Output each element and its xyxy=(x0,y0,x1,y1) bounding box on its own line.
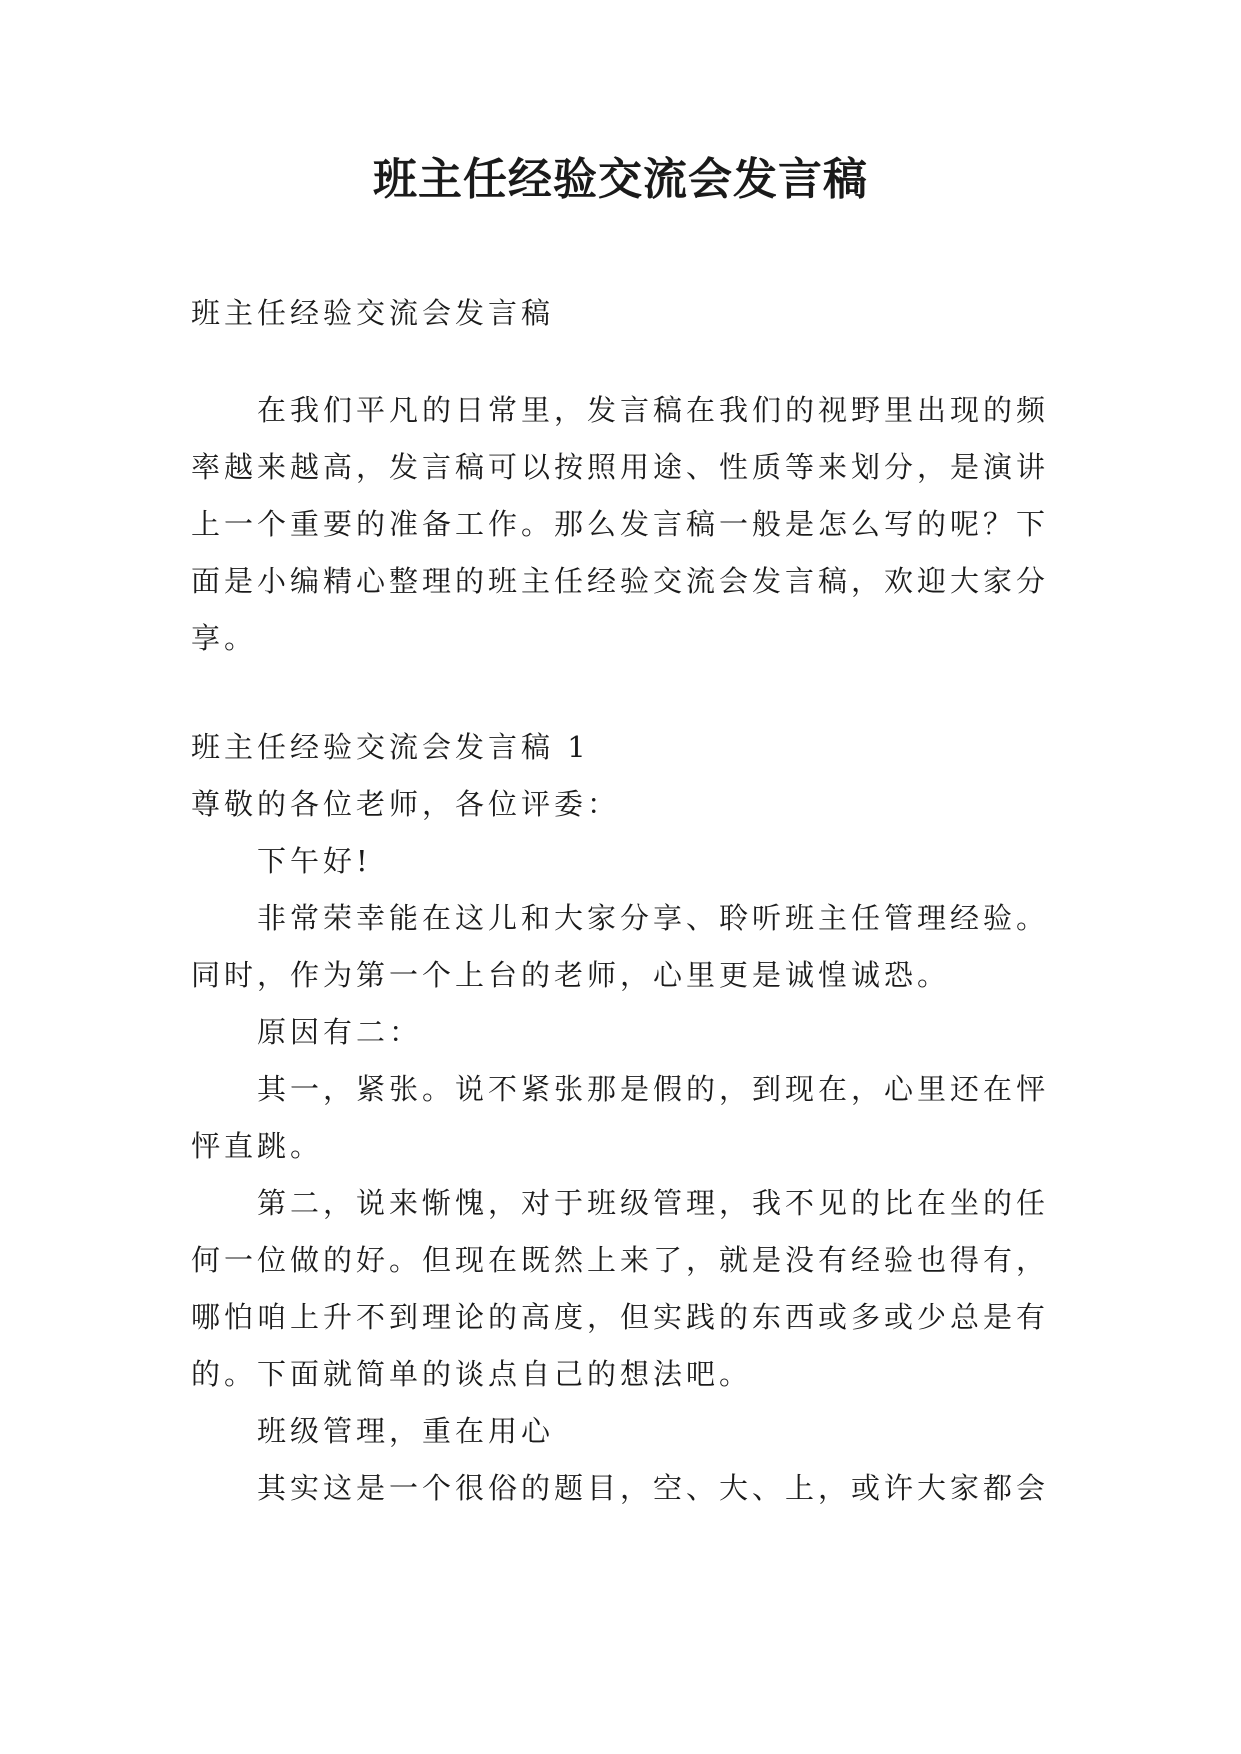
subheading-line: 班级管理，重在用心 xyxy=(257,1414,555,1448)
intro-line: 在我们平凡的日常里，发言稿在我们的视野里出现的频 xyxy=(257,393,1050,427)
intro-line: 面是小编精心整理的班主任经验交流会发言稿，欢迎大家分 xyxy=(191,564,1050,598)
body-line: 怦直跳。 xyxy=(191,1129,324,1163)
spacer xyxy=(191,667,1071,719)
intro-line: 上一个重要的准备工作。那么发言稿一般是怎么写的呢？下 xyxy=(191,507,1050,541)
document-title: 班主任经验交流会发言稿 xyxy=(373,154,868,205)
body-line: 其实这是一个很俗的题目，空、大、上，或许大家都会 xyxy=(257,1471,1050,1505)
greeting: 下午好! xyxy=(257,844,372,878)
intro-line: 率越来越高，发言稿可以按照用途、性质等来划分，是演讲 xyxy=(191,450,1050,484)
body-line: 非常荣幸能在这儿和大家分享、聆听班主任管理经验。 xyxy=(257,901,1050,935)
section-heading: 班主任经验交流会发言稿 1 xyxy=(191,730,590,764)
body-line: 其一，紧张。说不紧张那是假的，到现在，心里还在怦 xyxy=(257,1072,1050,1106)
document-body xyxy=(191,285,1071,1517)
salutation: 尊敬的各位老师，各位评委： xyxy=(191,787,621,821)
spacer xyxy=(191,342,1071,382)
intro-line: 享。 xyxy=(191,621,258,655)
body-line: 原因有二： xyxy=(257,1015,423,1049)
body-line: 何一位做的好。但现在既然上来了，就是没有经验也得有， xyxy=(191,1243,1050,1277)
document-subtitle: 班主任经验交流会发言稿 xyxy=(191,296,555,330)
body-line: 的。下面就简单的谈点自己的想法吧。 xyxy=(191,1357,753,1391)
body-line: 第二，说来惭愧，对于班级管理，我不见的比在坐的任 xyxy=(257,1186,1050,1220)
body-line: 同时，作为第一个上台的老师，心里更是诚惶诚恐。 xyxy=(191,958,951,992)
body-line: 哪怕咱上升不到理论的高度，但实践的东西或多或少总是有 xyxy=(191,1300,1050,1334)
